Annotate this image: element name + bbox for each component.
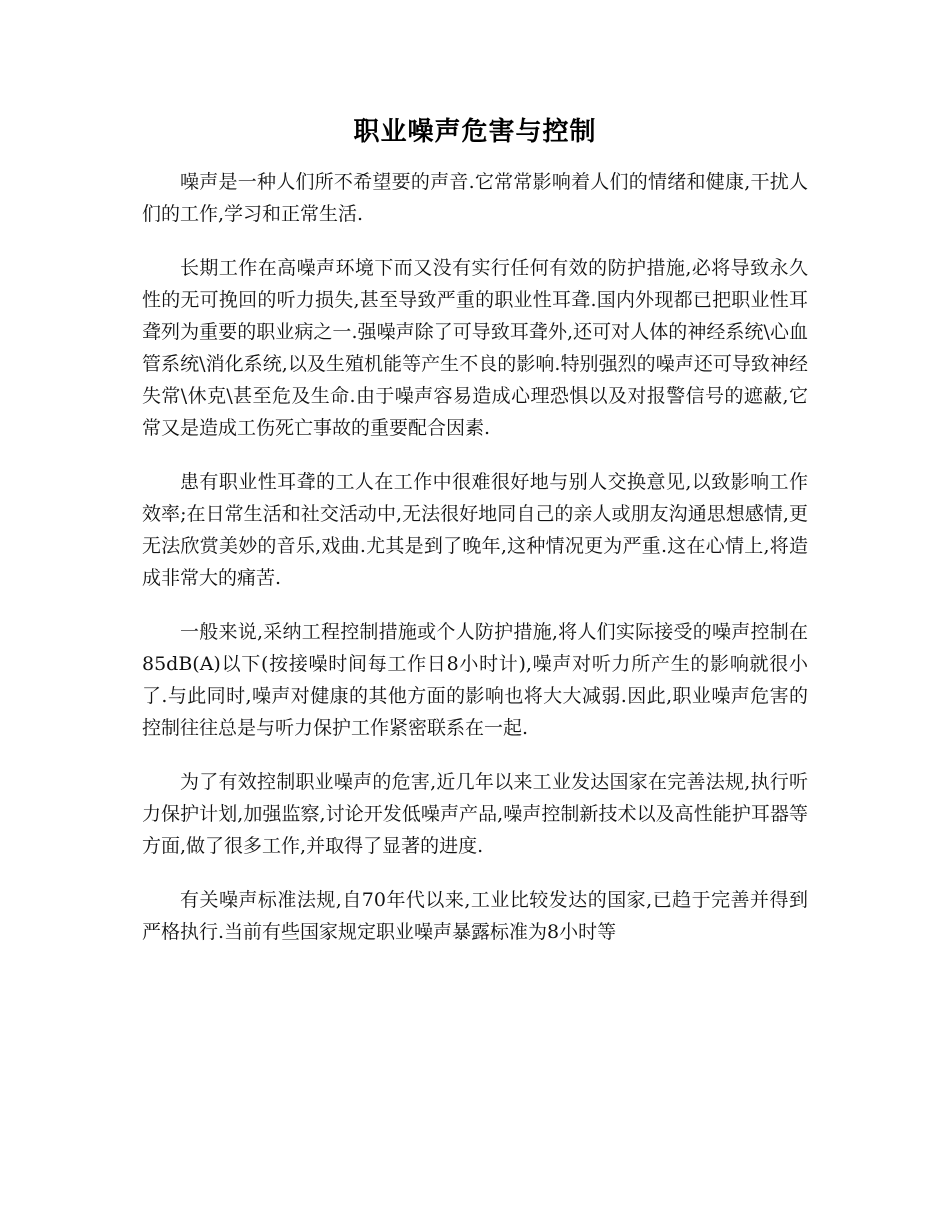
paragraph-4: 一般来说,采纳工程控制措施或个人防护措施,将人们实际接受的噪声控制在85dB(A)以下(按接噪时间每工作日8小时计),噪声对听力所产生的影响就很小了.与此同时,噪声对健康的其他方面的影响也将大大减弱.因此,职业噪声危害的控制往往总是与听力保护工作紧密联系在一起. [142,621,808,739]
document-body [142,166,808,970]
paragraph-1: 噪声是一种人们所不希望要的声音.它常常影响着人们的情绪和健康,干扰人们的工作,学习和正常生活. [142,171,808,225]
paragraph-3: 患有职业性耳聋的工人在工作中很难很好地与别人交换意见,以致影响工作效率;在日常生活和社交活动中,无法很好地同自己的亲人或朋友沟通思想感情,更无法欣赏美妙的音乐,戏曲.尤其是到了晚年,这种情况更为严重.这在心情上,将造成非常大的痛苦. [142,471,808,589]
paragraph-5: 为了有效控制职业噪声的危害,近几年以来工业发达国家在完善法规,执行听力保护计划,加强监察,讨论开发低噪声产品,噪声控制新技术以及高性能护耳器等方面,做了很多工作,并取得了显著的进度. [142,771,808,857]
paragraph-2: 长期工作在高噪声环境下而又没有实行任何有效的防护措施,必将导致永久性的无可挽回的听力损失,甚至导致严重的职业性耳聋.国内外现都已把职业性耳聋列为重要的职业病之一.强噪声除了可导致耳聋外,还可对人体的神经系统\心血管系统\消化系统,以及生殖机能等产生不良的影响.特别强烈的噪声还可导致神经失常\休克\甚至危及生命.由于噪声容易造成心理恐惧以及对报警信号的遮蔽,它常又是造成工伤死亡事故的重要配合因素. [142,257,808,439]
page-title: 职业噪声危害与控制 [353,117,597,147]
paragraph-6: 有关噪声标准法规,自70年代以来,工业比较发达的国家,已趋于完善并得到严格执行.当前有些国家规定职业噪声暴露标准为8小时等 [142,889,808,943]
